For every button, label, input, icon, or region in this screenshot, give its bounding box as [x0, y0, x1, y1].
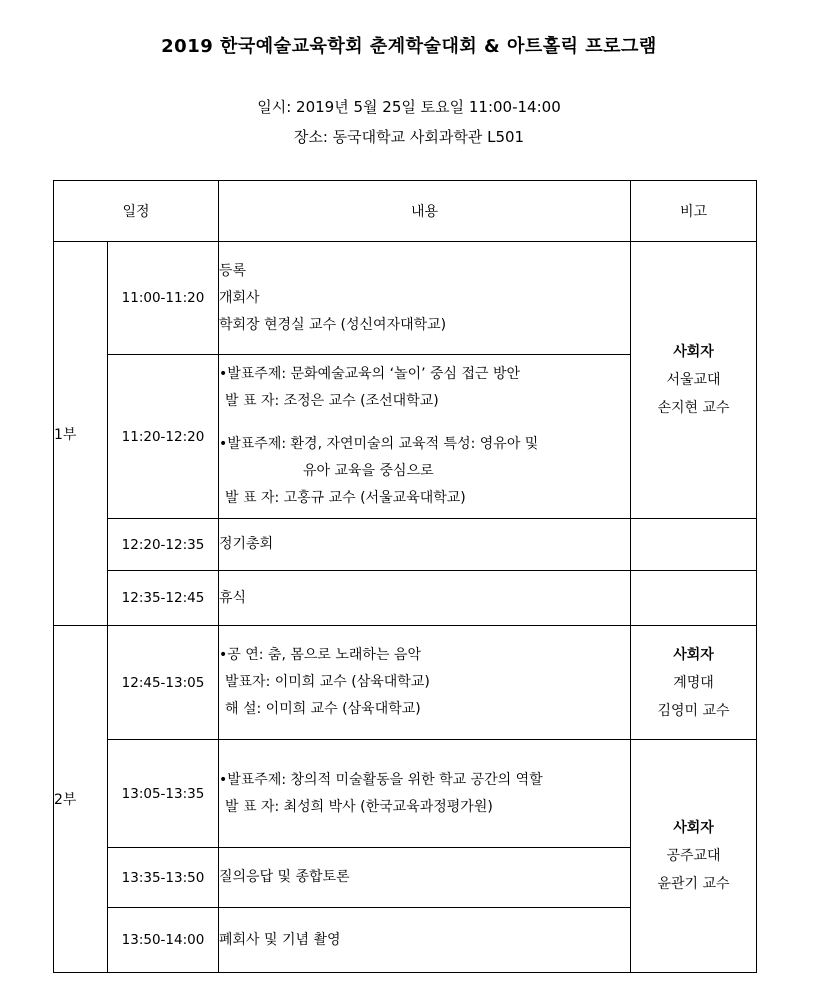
moderator-name: 김영미 교수: [657, 702, 730, 719]
time-cell: 12:45-13:05: [108, 626, 219, 740]
moderator-name: 윤관기 교수: [657, 876, 730, 892]
page-title: 2019 한국예술교육학회 춘계학술대회 & 아트홀릭 프로그램: [161, 36, 657, 57]
content-cell: [219, 626, 631, 740]
note-cell: [631, 519, 757, 571]
content-line: 발 표 자: 최성희 박사 (한국교육과정평가원): [225, 798, 493, 815]
moderator-org: 계명대: [673, 674, 714, 691]
table-row: [54, 740, 757, 848]
note-cell: [631, 571, 757, 626]
time-cell: 12:20-12:35: [108, 519, 219, 571]
time-cell: 12:35-12:45: [108, 571, 219, 626]
content-line: 유아 교육을 중심으로: [303, 463, 434, 479]
header-schedule: 일정: [54, 181, 219, 242]
header-row: [54, 181, 757, 242]
content-cell: [219, 519, 631, 571]
moderator-org: 서울교대: [666, 372, 721, 388]
part1-label: 1부: [54, 242, 108, 626]
content-line: •발표주제: 환경, 자연미술의 교육적 특성: 영유아 및: [219, 436, 539, 452]
moderator-title: 사회자: [673, 344, 714, 360]
content-cell: [219, 848, 631, 908]
content-line: 발 표 자: 고홍규 교수 (서울교육대학교): [225, 490, 466, 506]
content-line: 질의응답 및 종합토론: [219, 869, 350, 885]
content-line: 발표자: 이미희 교수 (삼육대학교): [225, 674, 430, 690]
table-row: [54, 571, 757, 626]
content-line: 폐회사 및 기념 촬영: [219, 931, 341, 948]
program-table: [53, 180, 757, 973]
moderator-cell: [631, 626, 757, 740]
time-cell: 13:50-14:00: [108, 908, 219, 973]
content-cell: [219, 355, 631, 519]
content-line: 등록: [219, 262, 247, 279]
content-cell: [219, 740, 631, 848]
content-line: •발표주제: 문화예술교육의 ‘놀이’ 중심 접근 방안: [219, 366, 521, 382]
content-cell: [219, 908, 631, 973]
table-row: [54, 519, 757, 571]
moderator-title: 사회자: [673, 646, 714, 663]
content-line: 발 표 자: 조정은 교수 (조선대학교): [225, 393, 439, 409]
header-note: 비고: [631, 181, 757, 242]
moderator-cell: [631, 242, 757, 519]
header-content: 내용: [219, 181, 631, 242]
content-line: 정기총회: [219, 536, 274, 552]
moderator-title: 사회자: [673, 820, 714, 836]
content-line: •발표주제: 창의적 미술활동을 위한 학교 공간의 역할: [219, 771, 543, 788]
content-cell: [219, 571, 631, 626]
content-line: 학회장 현경실 교수 (성신여자대학교): [219, 316, 447, 333]
time-cell: 11:00-11:20: [108, 242, 219, 355]
time-cell: 11:20-12:20: [108, 355, 219, 519]
content-line: 휴식: [219, 589, 247, 606]
moderator-org: 공주교대: [666, 848, 721, 864]
event-date: 일시: 2019년 5월 25일 토요일 11:00-14:00: [257, 98, 561, 116]
moderator-name: 손지현 교수: [657, 400, 730, 416]
table-row: [54, 242, 757, 355]
content-cell: [219, 242, 631, 355]
table-row: [54, 626, 757, 740]
event-place: 장소: 동국대학교 사회과학관 L501: [293, 128, 525, 146]
content-line: 개회사: [219, 289, 260, 306]
time-cell: 13:05-13:35: [108, 740, 219, 848]
part2-label: 2부: [54, 626, 108, 973]
time-cell: 13:35-13:50: [108, 848, 219, 908]
content-line: •공 연: 춤, 몸으로 노래하는 음악: [219, 647, 421, 663]
content-line: 해 설: 이미희 교수 (삼육대학교): [225, 701, 421, 717]
moderator-cell: [631, 740, 757, 973]
